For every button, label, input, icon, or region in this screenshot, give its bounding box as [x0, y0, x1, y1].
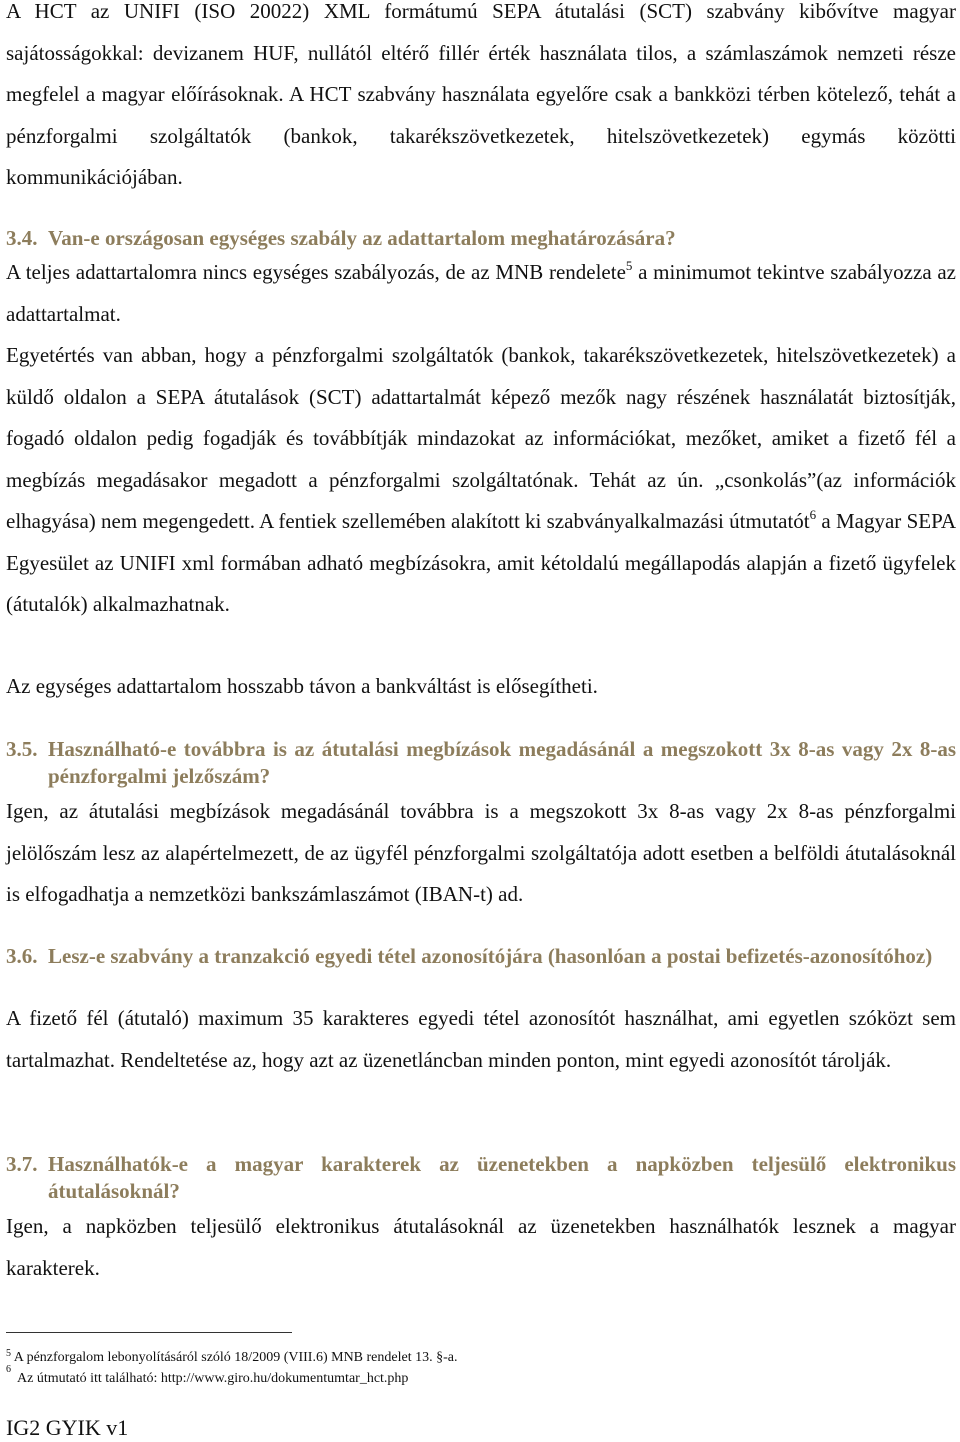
section-heading-3-5: [6, 736, 956, 790]
paragraph-3-4-a: [6, 252, 956, 335]
section-heading-3-7: [6, 1151, 956, 1205]
footnote-ref-6: 6: [809, 507, 817, 522]
paragraph-3-4-b: [6, 335, 956, 626]
footnote-6: [6, 1364, 409, 1388]
section-title: Lesz-e szabvány a tranzakció egyedi tétel azonosítójára (hasonlóan a postai befizetés-azonosítóhoz): [48, 944, 933, 968]
footnote-separator: [6, 1332, 292, 1333]
footnote-5: [6, 1349, 457, 1367]
paragraph-3-5: Igen, az átutalási megbízások megadásánál továbbra is a megszokott 3x 8-as vagy 2x 8-as pénzforgalmi jelölőszám lesz az alapértelmezett, de az ügyfél pénzforgalmi szolgáltatója adott esetben a belföldi átutalásoknál is elfogadhatja a nemzetközi bankszámlaszámot (IBAN-t) ad.: [6, 799, 956, 906]
footnote-text: Az útmutató itt található:: [17, 1371, 161, 1386]
intro-paragraph: A HCT az UNIFI (ISO 20022) XML formátumú SEPA átutalási (SCT) szabvány kibővítve magyar sajátosságokkal: devizanem HUF, nullától eltérő fillér érték használata tilos, a számlaszámok nemzeti része megfelel a magyar előírásoknak. A HCT szabvány használata egyelőre csak a bankközi térben kötelező, tehát a pénzforgalmi szolgáltatók (bankok, takarékszövetkezetek, hitelszövetkezetek) egymás közötti kommunikációjában.: [6, 0, 956, 189]
paragraph-text: A teljes adattartalomra nincs egységes szabályozás, de az MNB rendelete: [6, 260, 626, 284]
footnote-ref-5: 5: [625, 258, 633, 273]
page-footer: IG2 GYIK v1: [6, 1415, 129, 1440]
section-heading-3-6: [6, 943, 956, 970]
section-title: Használható-e továbbra is az átutalási megbízások megadásánál a megszokott 3x 8-as vagy 2x 8-as pénzforgalmi jelzőszám?: [48, 737, 956, 788]
section-number: 3.6.: [6, 944, 38, 968]
paragraph-text: Egyetértés van abban, hogy a pénzforgalmi szolgáltatók (bankok, takarékszövetkezetek, hitelszövetkezetek) a küldő oldalon a SEPA átutalások (SCT) adattartalmát képező mezők nagy részének használatát biztosítják, fogadó oldalon pedig fogadják és továbbítják mindazokat az információkat, mezőket, amiket a fizető fél a megbízás megadásakor megadott a pénzforgalmi szolgáltatónak. Tehát az ún. „csonkolás”(az információk elhagyása) nem megengedett. A fentiek szellemében alakított ki szabványalkalmazási útmutatót: [6, 343, 956, 533]
section-title: Van-e országosan egységes szabály az adattartalom meghatározására?: [48, 226, 676, 250]
footnote-mark: 5: [6, 1348, 11, 1359]
section-number: 3.5.: [6, 737, 38, 761]
paragraph-3-6: A fizető fél (átutaló) maximum 35 karakteres egyedi tétel azonosítót használhat, ami egyetlen szóközt sem tartalmazhat. Rendeltetése az, hogy azt az üzenetláncban minden ponton, mint egyedi azonosítót tárolják.: [6, 1006, 956, 1072]
section-number: 3.4.: [6, 226, 38, 250]
paragraph-text: a Magyar SEPA Egyesület az UNIFI xml formában adható megbízásokra, amit kétoldalú megállapodás alapján a fizető ügyfelek (átutalók) alkalmazhatnak.: [6, 509, 956, 616]
paragraph-3-7: Igen, a napközben teljesülő elektronikus átutalásoknál az üzenetekben használhatók lesznek a magyar karakterek.: [6, 1214, 956, 1280]
footnote-text: A pénzforgalom lebonyolításáról szóló 18/2009 (VIII.6) MNB rendelet 13. §-a.: [11, 1350, 458, 1365]
footnote-link[interactable]: http://www.giro.hu/dokumentumtar_hct.php: [160, 1371, 409, 1386]
section-heading-3-4: [6, 225, 956, 252]
section-title: Használhatók-e a magyar karakterek az üzenetekben a napközben teljesülő elektronikus átutalásoknál?: [48, 1152, 956, 1203]
footnote-mark: 6: [6, 1364, 11, 1375]
paragraph-text: a minimumot tekintve szabályozza az adattartalmat.: [6, 260, 957, 326]
section-number: 3.7.: [6, 1152, 38, 1176]
paragraph-3-4-c: Az egységes adattartalom hosszabb távon a bankváltást is elősegítheti.: [6, 674, 598, 698]
